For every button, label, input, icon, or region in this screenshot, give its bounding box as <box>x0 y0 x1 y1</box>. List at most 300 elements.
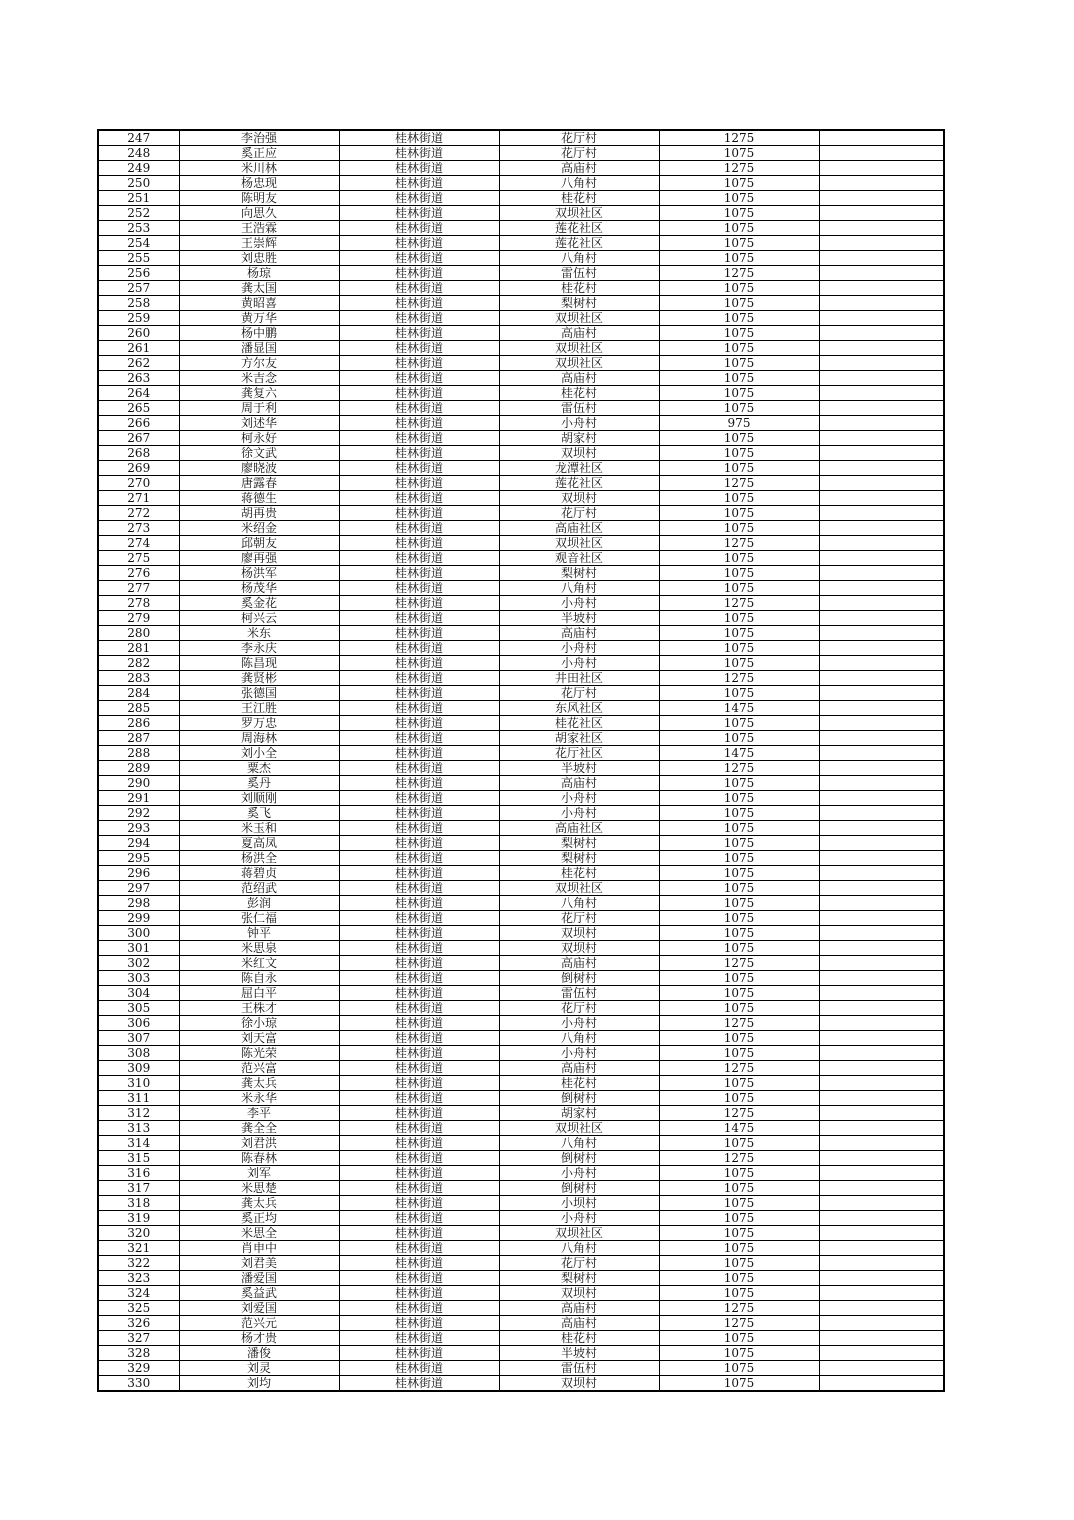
name-cell: 唐露春 <box>179 476 339 491</box>
amount-cell: 1075 <box>659 296 819 311</box>
amount-cell: 1075 <box>659 1226 819 1241</box>
village-cell: 高庙村 <box>499 956 659 971</box>
amount-cell: 1075 <box>659 836 819 851</box>
amount-cell: 1075 <box>659 881 819 896</box>
village-cell: 小舟村 <box>499 656 659 671</box>
note-cell <box>819 371 944 386</box>
name-cell: 刘灵 <box>179 1361 339 1376</box>
table-row <box>98 1076 944 1091</box>
street-cell: 桂林街道 <box>339 941 499 956</box>
name-cell: 范绍武 <box>179 881 339 896</box>
amount-cell: 1075 <box>659 1256 819 1271</box>
street-cell: 桂林街道 <box>339 836 499 851</box>
name-cell: 张德国 <box>179 686 339 701</box>
village-cell: 双坝社区 <box>499 1121 659 1136</box>
amount-cell: 1075 <box>659 1286 819 1301</box>
table-row <box>98 641 944 656</box>
amount-cell: 1075 <box>659 431 819 446</box>
table-row <box>98 1256 944 1271</box>
street-cell: 桂林街道 <box>339 521 499 536</box>
village-cell: 高庙村 <box>499 776 659 791</box>
row-number-cell: 274 <box>98 536 179 551</box>
street-cell: 桂林街道 <box>339 821 499 836</box>
table-row <box>98 461 944 476</box>
note-cell <box>819 1346 944 1361</box>
street-cell: 桂林街道 <box>339 1271 499 1286</box>
village-cell: 桂花村 <box>499 191 659 206</box>
amount-cell: 1075 <box>659 926 819 941</box>
street-cell: 桂林街道 <box>339 791 499 806</box>
note-cell <box>819 911 944 926</box>
street-cell: 桂林街道 <box>339 671 499 686</box>
amount-cell: 1075 <box>659 1346 819 1361</box>
note-cell <box>819 506 944 521</box>
note-cell <box>819 1181 944 1196</box>
note-cell <box>819 281 944 296</box>
row-number-cell: 284 <box>98 686 179 701</box>
village-cell: 双坝村 <box>499 446 659 461</box>
table-row <box>98 866 944 881</box>
village-cell: 梨树村 <box>499 1271 659 1286</box>
table-row <box>98 791 944 806</box>
name-cell: 方尔友 <box>179 356 339 371</box>
note-cell <box>819 941 944 956</box>
table-row <box>98 1271 944 1286</box>
street-cell: 桂林街道 <box>339 1076 499 1091</box>
street-cell: 桂林街道 <box>339 1361 499 1376</box>
row-number-cell: 276 <box>98 566 179 581</box>
village-cell: 小舟村 <box>499 641 659 656</box>
table-row <box>98 1001 944 1016</box>
row-number-cell: 311 <box>98 1091 179 1106</box>
amount-cell: 1075 <box>659 1136 819 1151</box>
amount-cell: 1075 <box>659 626 819 641</box>
amount-cell: 1075 <box>659 1361 819 1376</box>
note-cell <box>819 716 944 731</box>
street-cell: 桂林街道 <box>339 1181 499 1196</box>
table-row <box>98 1376 944 1392</box>
row-number-cell: 249 <box>98 161 179 176</box>
amount-cell: 1075 <box>659 896 819 911</box>
amount-cell: 1075 <box>659 1211 819 1226</box>
table-row <box>98 971 944 986</box>
note-cell <box>819 671 944 686</box>
village-cell: 胡家村 <box>499 431 659 446</box>
row-number-cell: 270 <box>98 476 179 491</box>
street-cell: 桂林街道 <box>339 896 499 911</box>
note-cell <box>819 761 944 776</box>
amount-cell: 1275 <box>659 476 819 491</box>
row-number-cell: 257 <box>98 281 179 296</box>
name-cell: 粟杰 <box>179 761 339 776</box>
table-row <box>98 536 944 551</box>
name-cell: 奚飞 <box>179 806 339 821</box>
amount-cell: 1075 <box>659 356 819 371</box>
note-cell <box>819 1166 944 1181</box>
village-cell: 梨树村 <box>499 836 659 851</box>
table-row <box>98 1211 944 1226</box>
village-cell: 花厅社区 <box>499 746 659 761</box>
amount-cell: 1075 <box>659 1166 819 1181</box>
name-cell: 刘小全 <box>179 746 339 761</box>
street-cell: 桂林街道 <box>339 746 499 761</box>
street-cell: 桂林街道 <box>339 341 499 356</box>
street-cell: 桂林街道 <box>339 611 499 626</box>
note-cell <box>819 1001 944 1016</box>
amount-cell: 975 <box>659 416 819 431</box>
name-cell: 杨洪全 <box>179 851 339 866</box>
village-cell: 八角村 <box>499 176 659 191</box>
row-number-cell: 295 <box>98 851 179 866</box>
amount-cell: 1075 <box>659 251 819 266</box>
village-cell: 八角村 <box>499 1136 659 1151</box>
table-row <box>98 1301 944 1316</box>
street-cell: 桂林街道 <box>339 566 499 581</box>
note-cell <box>819 1061 944 1076</box>
amount-cell: 1075 <box>659 506 819 521</box>
village-cell: 双坝社区 <box>499 1226 659 1241</box>
row-number-cell: 318 <box>98 1196 179 1211</box>
village-cell: 花厅村 <box>499 130 659 146</box>
street-cell: 桂林街道 <box>339 1136 499 1151</box>
street-cell: 桂林街道 <box>339 1106 499 1121</box>
note-cell <box>819 1226 944 1241</box>
row-number-cell: 292 <box>98 806 179 821</box>
street-cell: 桂林街道 <box>339 1256 499 1271</box>
note-cell <box>819 161 944 176</box>
note-cell <box>819 416 944 431</box>
name-cell: 柯永好 <box>179 431 339 446</box>
street-cell: 桂林街道 <box>339 911 499 926</box>
row-number-cell: 267 <box>98 431 179 446</box>
village-cell: 雷伍村 <box>499 266 659 281</box>
table-row <box>98 1091 944 1106</box>
village-cell: 胡家社区 <box>499 731 659 746</box>
village-cell: 高庙村 <box>499 1061 659 1076</box>
row-number-cell: 279 <box>98 611 179 626</box>
amount-cell: 1075 <box>659 521 819 536</box>
table-row <box>98 596 944 611</box>
amount-cell: 1075 <box>659 386 819 401</box>
amount-cell: 1275 <box>659 956 819 971</box>
village-cell: 小舟村 <box>499 806 659 821</box>
amount-cell: 1075 <box>659 1091 819 1106</box>
row-number-cell: 252 <box>98 206 179 221</box>
name-cell: 王株才 <box>179 1001 339 1016</box>
table-row <box>98 130 944 146</box>
amount-cell: 1075 <box>659 341 819 356</box>
amount-cell: 1075 <box>659 146 819 161</box>
name-cell: 杨中鹏 <box>179 326 339 341</box>
name-cell: 龚贤彬 <box>179 671 339 686</box>
note-cell <box>819 1316 944 1331</box>
name-cell: 彭润 <box>179 896 339 911</box>
table-row <box>98 371 944 386</box>
table-row <box>98 356 944 371</box>
amount-cell: 1075 <box>659 581 819 596</box>
row-number-cell: 256 <box>98 266 179 281</box>
name-cell: 陈明友 <box>179 191 339 206</box>
street-cell: 桂林街道 <box>339 146 499 161</box>
note-cell <box>819 701 944 716</box>
village-cell: 花厅村 <box>499 506 659 521</box>
street-cell: 桂林街道 <box>339 356 499 371</box>
amount-cell: 1075 <box>659 911 819 926</box>
street-cell: 桂林街道 <box>339 581 499 596</box>
note-cell <box>819 1106 944 1121</box>
name-cell: 米绍金 <box>179 521 339 536</box>
row-number-cell: 300 <box>98 926 179 941</box>
village-cell: 双坝社区 <box>499 536 659 551</box>
amount-cell: 1275 <box>659 161 819 176</box>
row-number-cell: 247 <box>98 130 179 146</box>
amount-cell: 1075 <box>659 791 819 806</box>
table-row <box>98 761 944 776</box>
table-row <box>98 1286 944 1301</box>
village-cell: 小舟村 <box>499 596 659 611</box>
row-number-cell: 251 <box>98 191 179 206</box>
village-cell: 倒树村 <box>499 1181 659 1196</box>
name-cell: 王浩霖 <box>179 221 339 236</box>
village-cell: 高庙村 <box>499 161 659 176</box>
row-number-cell: 329 <box>98 1361 179 1376</box>
table-row <box>98 416 944 431</box>
row-number-cell: 323 <box>98 1271 179 1286</box>
name-cell: 米吉念 <box>179 371 339 386</box>
note-cell <box>819 686 944 701</box>
amount-cell: 1275 <box>659 266 819 281</box>
row-number-cell: 280 <box>98 626 179 641</box>
village-cell: 小坝村 <box>499 1196 659 1211</box>
street-cell: 桂林街道 <box>339 626 499 641</box>
note-cell <box>819 566 944 581</box>
table-row <box>98 476 944 491</box>
note-cell <box>819 821 944 836</box>
street-cell: 桂林街道 <box>339 1031 499 1046</box>
note-cell <box>819 641 944 656</box>
note-cell <box>819 896 944 911</box>
table-row <box>98 266 944 281</box>
village-cell: 小舟村 <box>499 1211 659 1226</box>
amount-cell: 1075 <box>659 641 819 656</box>
name-cell: 黄昭喜 <box>179 296 339 311</box>
name-cell: 米思泉 <box>179 941 339 956</box>
street-cell: 桂林街道 <box>339 1121 499 1136</box>
name-cell: 米思全 <box>179 1226 339 1241</box>
note-cell <box>819 1121 944 1136</box>
table-row <box>98 566 944 581</box>
amount-cell: 1475 <box>659 1121 819 1136</box>
table-row <box>98 716 944 731</box>
amount-cell: 1075 <box>659 731 819 746</box>
street-cell: 桂林街道 <box>339 176 499 191</box>
name-cell: 杨琼 <box>179 266 339 281</box>
amount-cell: 1275 <box>659 130 819 146</box>
street-cell: 桂林街道 <box>339 371 499 386</box>
row-number-cell: 259 <box>98 311 179 326</box>
row-number-cell: 322 <box>98 1256 179 1271</box>
table-row <box>98 1346 944 1361</box>
street-cell: 桂林街道 <box>339 1091 499 1106</box>
village-cell: 小舟村 <box>499 791 659 806</box>
name-cell: 龚全全 <box>179 1121 339 1136</box>
table-row <box>98 851 944 866</box>
name-cell: 杨洪军 <box>179 566 339 581</box>
table-row <box>98 1166 944 1181</box>
name-cell: 奚丹 <box>179 776 339 791</box>
street-cell: 桂林街道 <box>339 716 499 731</box>
table-row <box>98 1331 944 1346</box>
village-cell: 井田社区 <box>499 671 659 686</box>
village-cell: 桂花村 <box>499 1076 659 1091</box>
name-cell: 杨茂华 <box>179 581 339 596</box>
name-cell: 廖再强 <box>179 551 339 566</box>
amount-cell: 1075 <box>659 941 819 956</box>
note-cell <box>819 536 944 551</box>
amount-cell: 1275 <box>659 1061 819 1076</box>
amount-cell: 1075 <box>659 491 819 506</box>
row-number-cell: 319 <box>98 1211 179 1226</box>
table-row <box>98 221 944 236</box>
table-row <box>98 1061 944 1076</box>
street-cell: 桂林街道 <box>339 986 499 1001</box>
amount-cell: 1475 <box>659 746 819 761</box>
note-cell <box>819 1241 944 1256</box>
street-cell: 桂林街道 <box>339 1301 499 1316</box>
street-cell: 桂林街道 <box>339 971 499 986</box>
amount-cell: 1075 <box>659 176 819 191</box>
name-cell: 范兴元 <box>179 1316 339 1331</box>
amount-cell: 1275 <box>659 1151 819 1166</box>
note-cell <box>819 296 944 311</box>
street-cell: 桂林街道 <box>339 221 499 236</box>
amount-cell: 1075 <box>659 1271 819 1286</box>
name-cell: 刘忠胜 <box>179 251 339 266</box>
village-cell: 高庙社区 <box>499 521 659 536</box>
row-number-cell: 275 <box>98 551 179 566</box>
amount-cell: 1075 <box>659 986 819 1001</box>
amount-cell: 1075 <box>659 566 819 581</box>
village-cell: 桂花社区 <box>499 716 659 731</box>
name-cell: 黄万华 <box>179 311 339 326</box>
name-cell: 龚复六 <box>179 386 339 401</box>
note-cell <box>819 731 944 746</box>
row-number-cell: 291 <box>98 791 179 806</box>
row-number-cell: 308 <box>98 1046 179 1061</box>
table-row <box>98 251 944 266</box>
note-cell <box>819 1196 944 1211</box>
table-row <box>98 1361 944 1376</box>
note-cell <box>819 881 944 896</box>
row-number-cell: 326 <box>98 1316 179 1331</box>
name-cell: 向思久 <box>179 206 339 221</box>
amount-cell: 1075 <box>659 281 819 296</box>
table-row <box>98 236 944 251</box>
street-cell: 桂林街道 <box>339 1166 499 1181</box>
village-cell: 花厅村 <box>499 1001 659 1016</box>
row-number-cell: 264 <box>98 386 179 401</box>
table-row <box>98 1151 944 1166</box>
amount-cell: 1075 <box>659 656 819 671</box>
table-row <box>98 731 944 746</box>
name-cell: 周海林 <box>179 731 339 746</box>
village-cell: 双坝社区 <box>499 311 659 326</box>
table-row <box>98 836 944 851</box>
name-cell: 陈自永 <box>179 971 339 986</box>
amount-cell: 1075 <box>659 461 819 476</box>
table-row <box>98 1016 944 1031</box>
street-cell: 桂林街道 <box>339 1046 499 1061</box>
row-number-cell: 330 <box>98 1376 179 1392</box>
note-cell <box>819 311 944 326</box>
street-cell: 桂林街道 <box>339 476 499 491</box>
amount-cell: 1275 <box>659 761 819 776</box>
amount-cell: 1075 <box>659 551 819 566</box>
table-row <box>98 191 944 206</box>
table-row <box>98 881 944 896</box>
amount-cell: 1075 <box>659 1196 819 1211</box>
note-cell <box>819 130 944 146</box>
note-cell <box>819 656 944 671</box>
name-cell: 屈白平 <box>179 986 339 1001</box>
village-cell: 半坡村 <box>499 761 659 776</box>
note-cell <box>819 746 944 761</box>
amount-cell: 1075 <box>659 236 819 251</box>
note-cell <box>819 476 944 491</box>
village-cell: 观音社区 <box>499 551 659 566</box>
street-cell: 桂林街道 <box>339 851 499 866</box>
street-cell: 桂林街道 <box>339 776 499 791</box>
amount-cell: 1275 <box>659 1316 819 1331</box>
note-cell <box>819 971 944 986</box>
street-cell: 桂林街道 <box>339 416 499 431</box>
row-number-cell: 269 <box>98 461 179 476</box>
village-cell: 雷伍村 <box>499 401 659 416</box>
table-row <box>98 446 944 461</box>
table-row <box>98 491 944 506</box>
name-cell: 刘爱国 <box>179 1301 339 1316</box>
amount-cell: 1075 <box>659 311 819 326</box>
row-number-cell: 283 <box>98 671 179 686</box>
amount-cell: 1075 <box>659 776 819 791</box>
note-cell <box>819 866 944 881</box>
amount-cell: 1475 <box>659 701 819 716</box>
village-cell: 莲花社区 <box>499 221 659 236</box>
note-cell <box>819 1301 944 1316</box>
street-cell: 桂林街道 <box>339 731 499 746</box>
name-cell: 陈昌现 <box>179 656 339 671</box>
row-number-cell: 286 <box>98 716 179 731</box>
row-number-cell: 272 <box>98 506 179 521</box>
amount-cell: 1075 <box>659 401 819 416</box>
village-cell: 八角村 <box>499 251 659 266</box>
name-cell: 龚太国 <box>179 281 339 296</box>
amount-cell: 1075 <box>659 206 819 221</box>
village-cell: 龙潭社区 <box>499 461 659 476</box>
street-cell: 桂林街道 <box>339 1061 499 1076</box>
name-cell: 刘均 <box>179 1376 339 1392</box>
note-cell <box>819 1286 944 1301</box>
table-row <box>98 506 944 521</box>
street-cell: 桂林街道 <box>339 236 499 251</box>
table-row <box>98 161 944 176</box>
street-cell: 桂林街道 <box>339 1316 499 1331</box>
amount-cell: 1075 <box>659 821 819 836</box>
note-cell <box>819 221 944 236</box>
street-cell: 桂林街道 <box>339 386 499 401</box>
row-number-cell: 250 <box>98 176 179 191</box>
village-cell: 高庙社区 <box>499 821 659 836</box>
